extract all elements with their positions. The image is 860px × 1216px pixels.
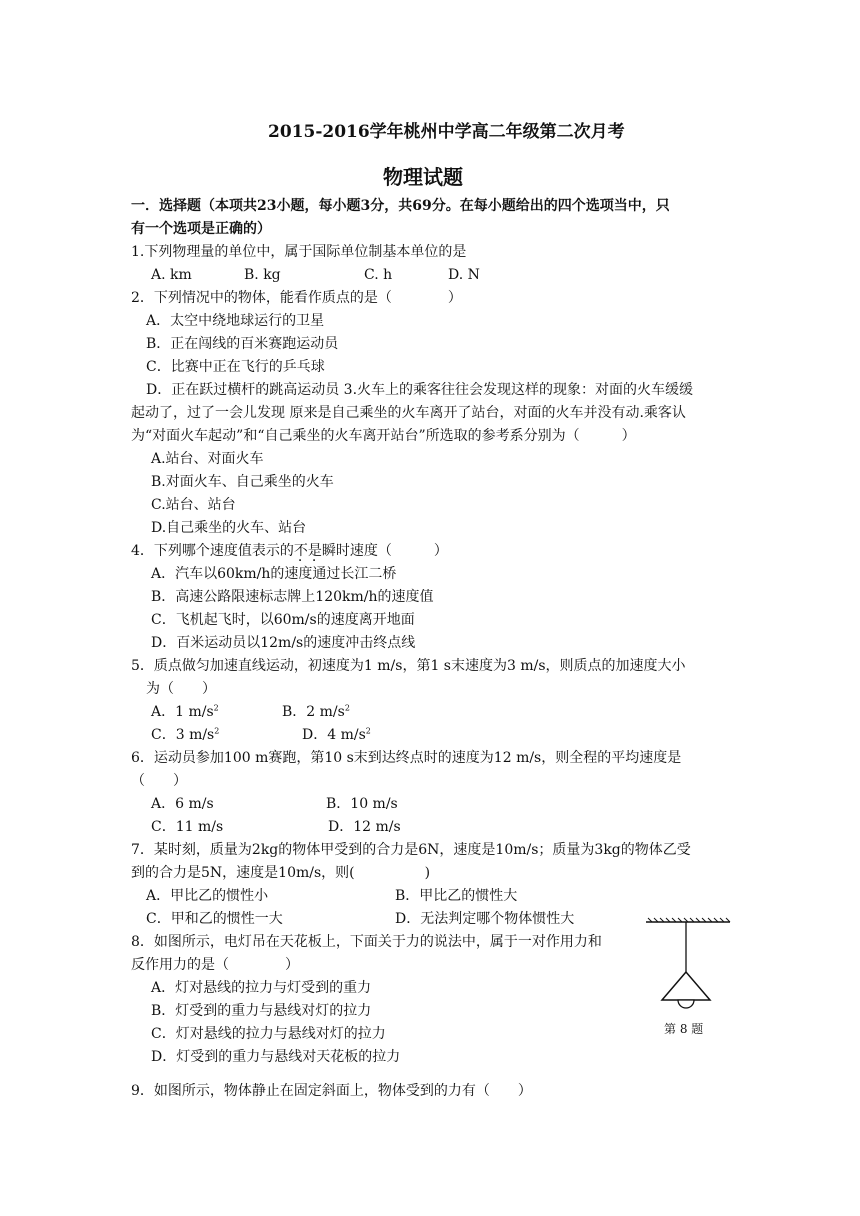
q8-option-d: D．灯受到的重力与悬线对天花板的拉力 (151, 1049, 401, 1065)
q4-option-b: B．高速公路限速标志牌上120km/h的速度值 (151, 589, 434, 605)
q5-option-d (302, 726, 371, 744)
q2-option-c: C．比赛中正在飞行的乒乓球 (146, 359, 325, 375)
exam-title: 2015-2016学年桃州中学高二年级第二次月考 (268, 122, 625, 142)
q3-option-b: B.对面火车、自己乘坐的火车 (151, 474, 334, 490)
q4-option-a: A．汽车以60km/h的速度通过长江二桥 (151, 566, 397, 582)
q5-option-a-text: A．1 m/s (151, 704, 214, 720)
q4-option-d: D．百米运动员以12m/s的速度冲击终点线 (151, 635, 416, 651)
q4-emphasis-not: 不 (293, 543, 308, 559)
q4-stem (131, 542, 448, 560)
q4-stem-post: 瞬时速度（ ） (321, 543, 448, 559)
q8-option-b: B．灯受到的重力与悬线对灯的拉力 (151, 1003, 372, 1019)
q4-stem-pre: 4．下列哪个速度值表示的 (131, 543, 294, 559)
q5-option-d-sup: 2 (365, 726, 371, 736)
q6-option-c: C．11 m/s (151, 819, 224, 835)
q8-option-c: C．灯对悬线的拉力与悬线对灯的拉力 (151, 1026, 386, 1042)
q6-option-a: A．6 m/s (151, 796, 214, 812)
q5-option-b (282, 703, 350, 721)
q5-option-b-text: B．2 m/s (282, 704, 345, 720)
q5-option-b-sup: 2 (344, 703, 350, 713)
q5-stem: 5．质点做匀加速直线运动，初速度为1 m/s，第1 s末速度为3 m/s，则质点的加速度大小 (131, 658, 686, 674)
q3-stem-line2: 起动了，过了一会儿发现 原来是自己乘坐的火车离开了站台，对面的火车并没有动.乘客认 (131, 405, 686, 421)
q7-stem-cont: 到的合力是5N，速度是10m/s，则( ) (131, 865, 431, 881)
section-heading-cont: 有一个选项是正确的） (131, 221, 271, 237)
q7-stem: 7．某时刻，质量为2kg的物体甲受到的合力是6N，速度是10m/s；质量为3kg的物体乙受 (131, 842, 691, 858)
q9-stem: 9．如图所示，物体静止在固定斜面上，物体受到的力有（ ） (131, 1083, 532, 1099)
q1-option-d: D. N (448, 267, 480, 283)
q3-stem-line3: 为“对面火车起动”和“自己乘坐的火车离开站台”所选取的参考系分别为（ ） (131, 428, 636, 444)
q2-stem: 2．下列情况中的物体，能看作质点的是（ ） (131, 290, 462, 306)
q5-option-c-text: C．3 m/s (151, 727, 215, 743)
section-heading: 一．选择题（本项共23小题，每小题3分，共69分。在每小题给出的四个选项当中，只 (131, 198, 670, 214)
q8-stem: 8．如图所示，电灯吊在天花板上，下面关于力的说法中，属于一对作用力和 (131, 934, 602, 950)
q7-option-b: B．甲比乙的惯性大 (395, 888, 518, 904)
q8-stem-cont: 反作用力的是（ ） (131, 957, 299, 973)
q1-option-b: B. kg (244, 267, 281, 283)
q4-emphasis-is: 是 (307, 543, 322, 559)
q6-option-d: D．12 m/s (328, 819, 401, 835)
q7-option-a: A．甲比乙的惯性小 (146, 888, 269, 904)
q5-stem-cont: 为（ ） (146, 681, 216, 697)
q7-option-d: D．无法判定哪个物体惯性大 (395, 911, 575, 927)
q5-option-d-text: D．4 m/s (302, 727, 366, 743)
subject-title: 物理试题 (383, 165, 463, 189)
q2-option-a: A．太空中绕地球运行的卫星 (146, 313, 325, 329)
q5-option-c (151, 726, 219, 744)
q6-option-b: B．10 m/s (326, 796, 398, 812)
q7-option-c: C．甲和乙的惯性一大 (146, 911, 283, 927)
q2-option-b: B．正在闯线的百米赛跑运动员 (146, 336, 339, 352)
q3-option-a: A.站台、对面火车 (151, 451, 264, 467)
q5-option-a (151, 703, 219, 721)
q4-option-c: C．飞机起飞时，以60m/s的速度离开地面 (151, 612, 415, 628)
q1-stem: 1.下列物理量的单位中，属于国际单位制基本单位的是 (131, 244, 467, 260)
q6-stem-cont: （ ） (131, 773, 187, 789)
q5-option-c-sup: 2 (214, 726, 220, 736)
q8-option-a: A．灯对悬线的拉力与灯受到的重力 (151, 980, 372, 996)
q1-option-a: A. km (151, 267, 192, 283)
q6-stem: 6．运动员参加100 m赛跑，第10 s末到达终点时的速度为12 m/s，则全程的平均速度是 (131, 750, 682, 766)
q2-option-d: D．正在跃过横杆的跳高运动员 3.火车上的乘客往往会发现这样的现象：对面的火车缓缓 (146, 382, 694, 398)
q3-option-c: C.站台、站台 (151, 497, 236, 513)
hanging-lamp-figure (640, 916, 736, 1036)
figure-8-caption: 第 8 题 (664, 1022, 704, 1036)
q3-option-d: D.自己乘坐的火车、站台 (151, 520, 307, 536)
q5-option-a-sup: 2 (213, 703, 219, 713)
q1-option-c: C. h (364, 267, 393, 283)
